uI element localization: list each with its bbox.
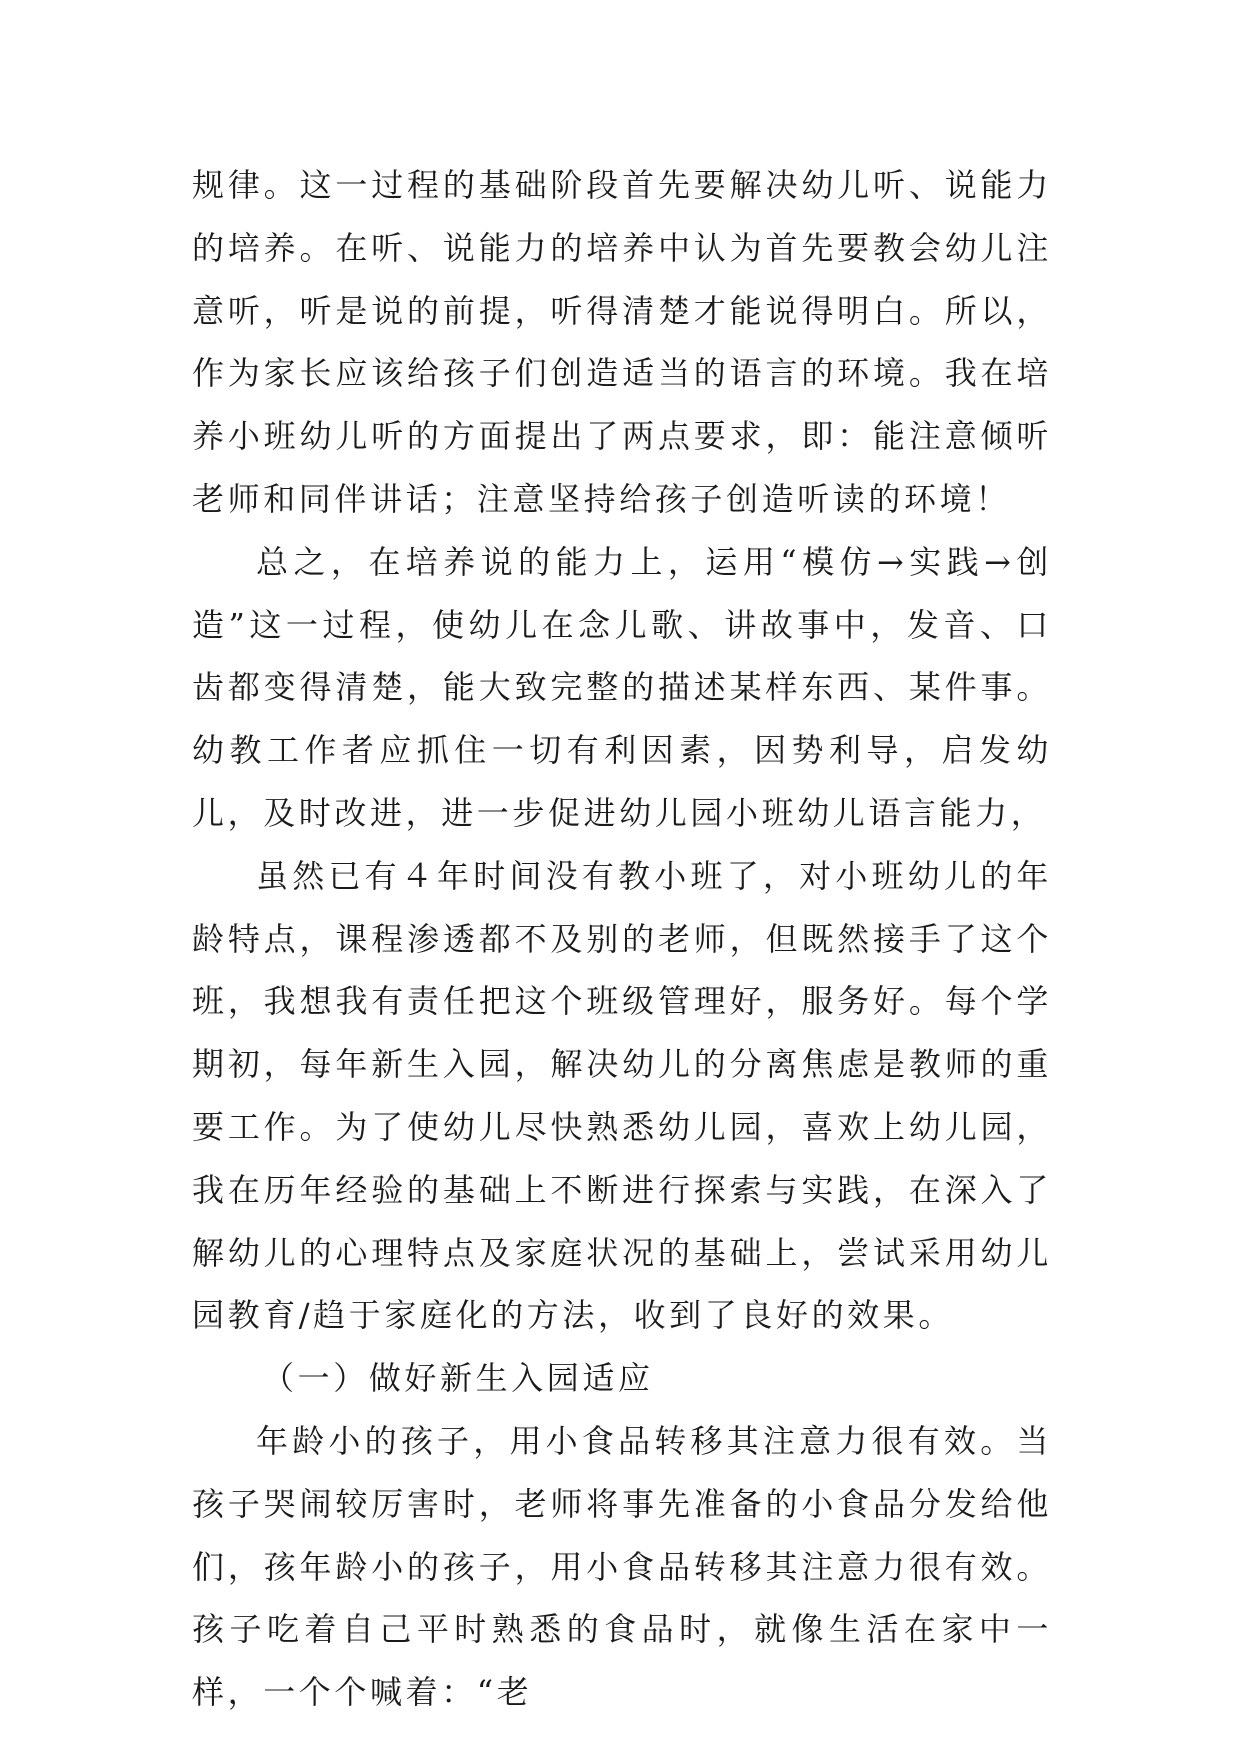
paragraph-1: 规律。这一过程的基础阶段首先要解决幼儿听、说能力的培养。在听、说能力的培养中认为首先要教会幼儿注意听，听是说的前提，听得清楚才能说得明白。所以，作为家长应该给孩子们创造适当的语言的环境。我在培养小班幼儿听的方面提出了两点要求，即：能注意倾听老师和同伴讲话；注意坚持给孩子创造听读的环境！ — [192, 166, 1052, 518]
paragraph-3: 虽然已有４年时间没有教小班了，对小班幼儿的年龄特点，课程渗透都不及别的老师，但既然接手了这个班，我想我有责任把这个班级管理好，服务好。每个学期初，每年新生入园，解决幼儿的分离焦虑是教师的重要工作。为了使幼儿尽快熟悉幼儿园，喜欢上幼儿园，我在历年经验的基础上不断进行探索与实践，在深入了解幼儿的心理特点及家庭状况的基础上，尝试采用幼儿园教育/趋于家庭化的方法，收到了良好的效果。 — [192, 856, 1052, 1335]
section-heading: （一）做好新生入园适应 — [262, 1359, 654, 1398]
document-page — [192, 154, 1052, 1724]
paragraph-4: 年龄小的孩子，用小食品转移其注意力很有效。当孩子哭闹较厉害时，老师将事先准备的小食品分发给他们，孩年龄小的孩子，用小食品转移其注意力很有效。孩子吃着自己平时熟悉的食品时，就像生活在家中一样，一个个喊着：“老 — [192, 1421, 1052, 1712]
paragraph-2: 总之，在培养说的能力上，运用“模仿→实践→创造”这一过程，使幼儿在念儿歌、讲故事中，发音、口齿都变得清楚，能大致完整的描述某样东西、某件事。幼教工作者应抓住一切有利因素，因势利导，启发幼儿，及时改进，进一步促进幼儿园小班幼儿语言能力， — [192, 542, 1052, 832]
